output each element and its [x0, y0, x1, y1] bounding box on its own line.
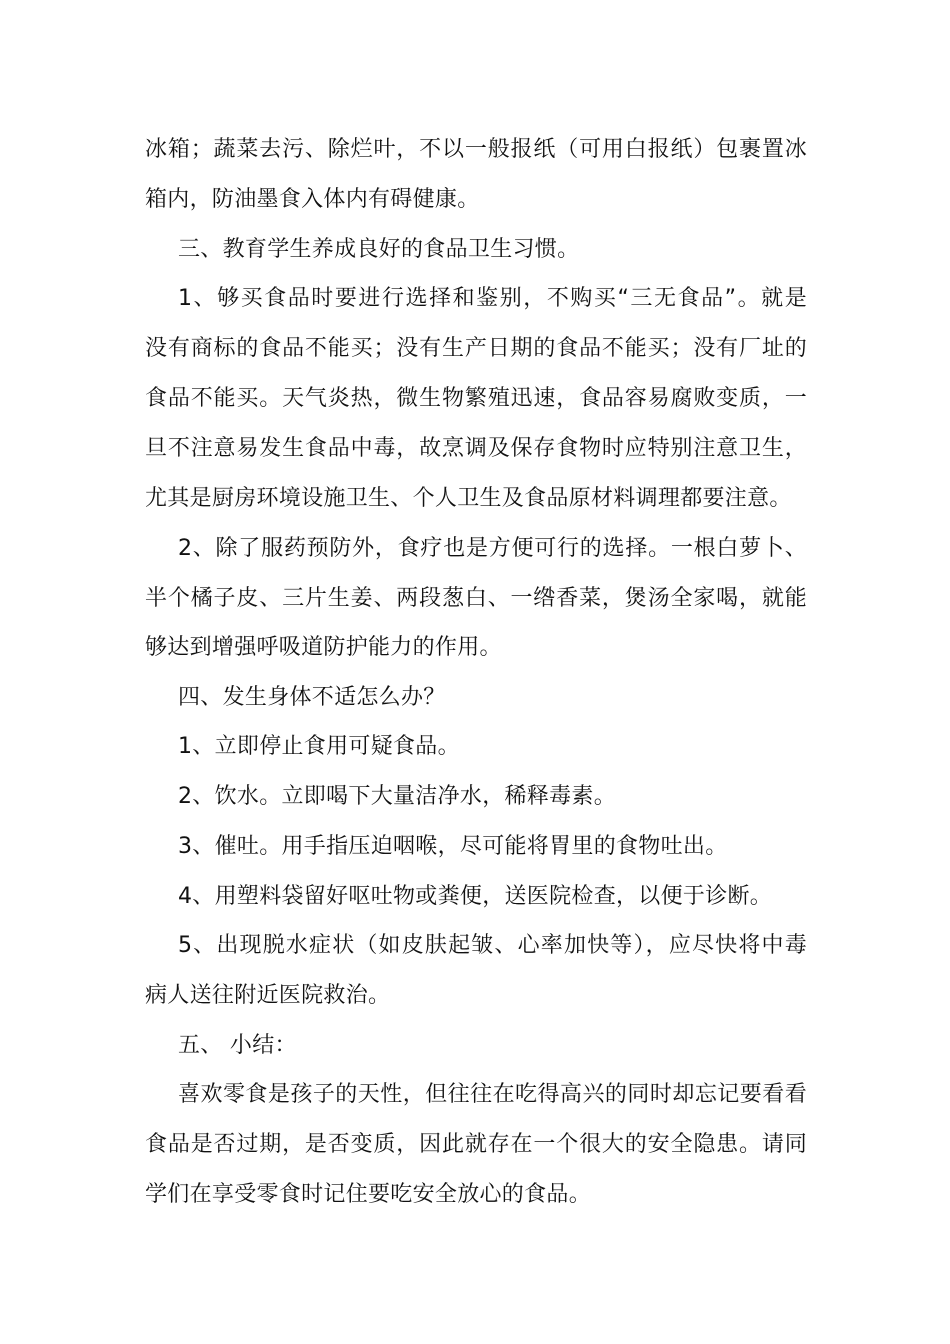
list-item: 4、用塑料袋留好呕吐物或粪便，送医院检查，以便于诊断。	[178, 884, 773, 909]
text-line: 尤其是厨房环境设施卫生、个人卫生及食品原材料调理都要注意。	[145, 486, 792, 511]
list-item: 2、饮水。立即喝下大量洁净水，稀释毒素。	[178, 784, 616, 809]
section-heading: 五、 小结：	[178, 1033, 297, 1058]
text-line: 2、除了服药预防外，食疗也是方便可行的选择。一根白萝卜、	[178, 536, 807, 561]
list-item: 1、立即停止食用可疑食品。	[178, 734, 460, 759]
section-heading: 四、发生身体不适怎么办？	[178, 685, 446, 710]
text-line: 食品是否过期，是否变质，因此就存在一个很大的安全隐患。请同	[145, 1132, 807, 1157]
list-item: 3、催吐。用手指压迫咽喉，尽可能将胃里的食物吐出。	[178, 834, 728, 859]
text-line: 学们在享受零食时记住要吃安全放心的食品。	[145, 1182, 592, 1207]
list-item: 5、出现脱水症状（如皮肤起皱、心率加快等），应尽快将中毒	[178, 933, 807, 958]
text-line: 食品不能买。天气炎热，微生物繁殖迅速，食品容易腐败变质，一	[145, 386, 807, 411]
text-line: 箱内，防油墨食入体内有碍健康。	[145, 187, 480, 212]
text-line: 1、够买食品时要进行选择和鉴别，不购买“三无食品”。就是	[178, 286, 807, 311]
text-line: 旦不注意易发生食品中毒，故烹调及保存食物时应特别注意卫生，	[145, 436, 807, 461]
text-line: 没有商标的食品不能买；没有生产日期的食品不能买；没有厂址的	[145, 336, 807, 361]
text-line: 冰箱；蔬菜去污、除烂叶，不以一般报纸（可用白报纸）包裹置冰	[145, 137, 807, 162]
text-line: 够达到增强呼吸道防护能力的作用。	[145, 635, 502, 660]
section-heading: 三、教育学生养成良好的食品卫生习惯。	[178, 237, 580, 262]
text-line: 半个橘子皮、三片生姜、两段葱白、一绺香菜，煲汤全家喝，就能	[145, 586, 807, 611]
text-line: 病人送往附近医院救治。	[145, 983, 391, 1008]
text-line: 喜欢零食是孩子的天性，但往往在吃得高兴的同时却忘记要看看	[178, 1082, 807, 1107]
